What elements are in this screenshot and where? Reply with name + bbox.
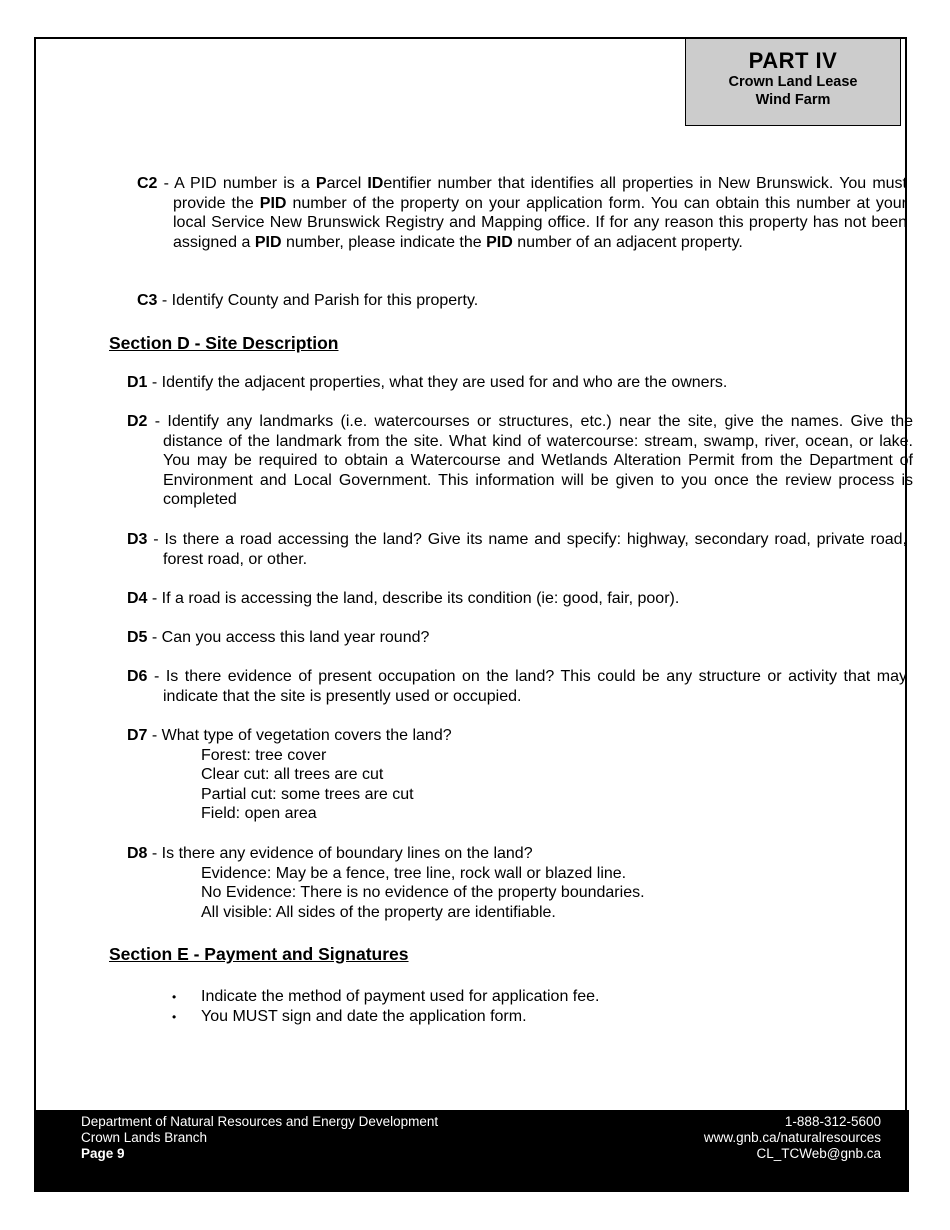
option-line: Forest: tree cover	[201, 746, 327, 764]
page-footer	[34, 1110, 909, 1192]
item-d3	[127, 530, 907, 569]
footer-website-link[interactable]: www.gnb.ca/naturalresources	[703, 1130, 881, 1145]
item-label: C2	[137, 175, 158, 192]
option-line: Field: open area	[201, 805, 317, 823]
emphasis: ID	[367, 175, 384, 192]
item-text: - A PID number is a	[157, 175, 316, 192]
footer-phone: 1-888-312-5600	[784, 1114, 881, 1129]
emphasis: P	[315, 175, 327, 192]
item-text: - Is there evidence of present occupation on the land? This could be any structure or activity that may indicate that the site is presently used or occupied.	[147, 668, 907, 705]
page-number-text: Page 9	[81, 1146, 125, 1161]
emphasis: PID	[259, 194, 287, 212]
page-number	[81, 1146, 438, 1162]
item-text: number of an adjacent property.	[512, 233, 743, 251]
emphasis: PID	[254, 233, 282, 251]
item-label: D3	[127, 531, 148, 548]
option-line: No Evidence: There is no evidence of the property boundaries.	[201, 884, 645, 902]
footer-left	[81, 1114, 438, 1162]
item-label: D2	[127, 413, 148, 430]
item-label: D8	[127, 845, 148, 862]
part-subtitle-1: Crown Land Lease	[728, 74, 858, 90]
item-text: - Can you access this land year round?	[147, 629, 430, 646]
item-text: - Identify any landmarks (i.e. watercourses or structures, etc.) near the site, give the names. Give the distance of the landmark from the site. What kind of watercourse: stream, swamp, river, ocean, or lake. You may be required to obtain a Watercourse and Wetlands Alteration Permit from the Department of Environment and Local Government. This information will be given to you once the review process is completed	[147, 413, 913, 509]
item-text: number of the property on your application form. You can obtain this number at your local Service New Brunswick Registry and Mapping office. If for any reason this property has not been assigned a	[173, 194, 908, 251]
item-label: D1	[127, 374, 148, 391]
item-d6	[127, 667, 907, 706]
option-line: Clear cut: all trees are cut	[201, 766, 384, 784]
item-d1	[127, 373, 877, 393]
item-text: arcel	[326, 175, 368, 192]
item-label: D6	[127, 668, 148, 685]
section-d-heading: Section D - Site Description	[109, 333, 339, 353]
list-item: • Indicate the method of payment used for application fee.	[172, 987, 599, 1007]
item-text: entifier number that identifies all properties in New Brunswick. You must provide the	[173, 175, 907, 212]
option-line: Evidence: May be a fence, tree line, rock wall or blazed line.	[201, 864, 627, 882]
payment-bullet-list	[172, 987, 599, 1027]
item-d7	[127, 726, 877, 824]
item-text: - Is there a road accessing the land? Give its name and specify: highway, secondary road, private road, forest road, or other.	[147, 531, 907, 568]
item-text: - Is there any evidence of boundary lines on the land?	[147, 845, 533, 862]
footer-department: Department of Natural Resources and Energy Development	[81, 1114, 439, 1129]
item-c2	[137, 174, 907, 252]
footer-branch: Crown Lands Branch	[81, 1130, 208, 1145]
part-header-box	[685, 38, 901, 126]
item-label: D5	[127, 629, 148, 646]
item-text: - Identify the adjacent properties, what they are used for and who are the owners.	[147, 374, 728, 391]
option-line: All visible: All sides of the property are identifiable.	[201, 903, 556, 921]
item-d4	[127, 589, 877, 609]
item-label: D7	[127, 727, 148, 744]
d7-options	[127, 746, 877, 824]
item-text: - If a road is accessing the land, describe its condition (ie: good, fair, poor).	[147, 590, 680, 607]
item-text: - Identify County and Parish for this property.	[157, 292, 479, 309]
item-text: number, please indicate the	[281, 233, 487, 251]
part-subtitle-2: Wind Farm	[755, 92, 831, 108]
item-d5	[127, 628, 877, 648]
item-text: - What type of vegetation covers the land?	[147, 727, 452, 744]
footer-email-link[interactable]: CL_TCWeb@gnb.ca	[756, 1146, 881, 1161]
item-c3	[137, 291, 871, 311]
item-d2	[127, 412, 913, 510]
list-item: • You MUST sign and date the application form.	[172, 1007, 599, 1027]
option-line: Partial cut: some trees are cut	[201, 785, 414, 803]
section-e-heading: Section E - Payment and Signatures	[109, 944, 409, 964]
d8-options	[127, 864, 877, 923]
item-label: D4	[127, 590, 148, 607]
item-d8	[127, 844, 877, 922]
emphasis: PID	[486, 233, 513, 251]
part-title: PART IV	[748, 48, 838, 73]
footer-right	[704, 1114, 881, 1162]
item-label: C3	[137, 292, 158, 309]
